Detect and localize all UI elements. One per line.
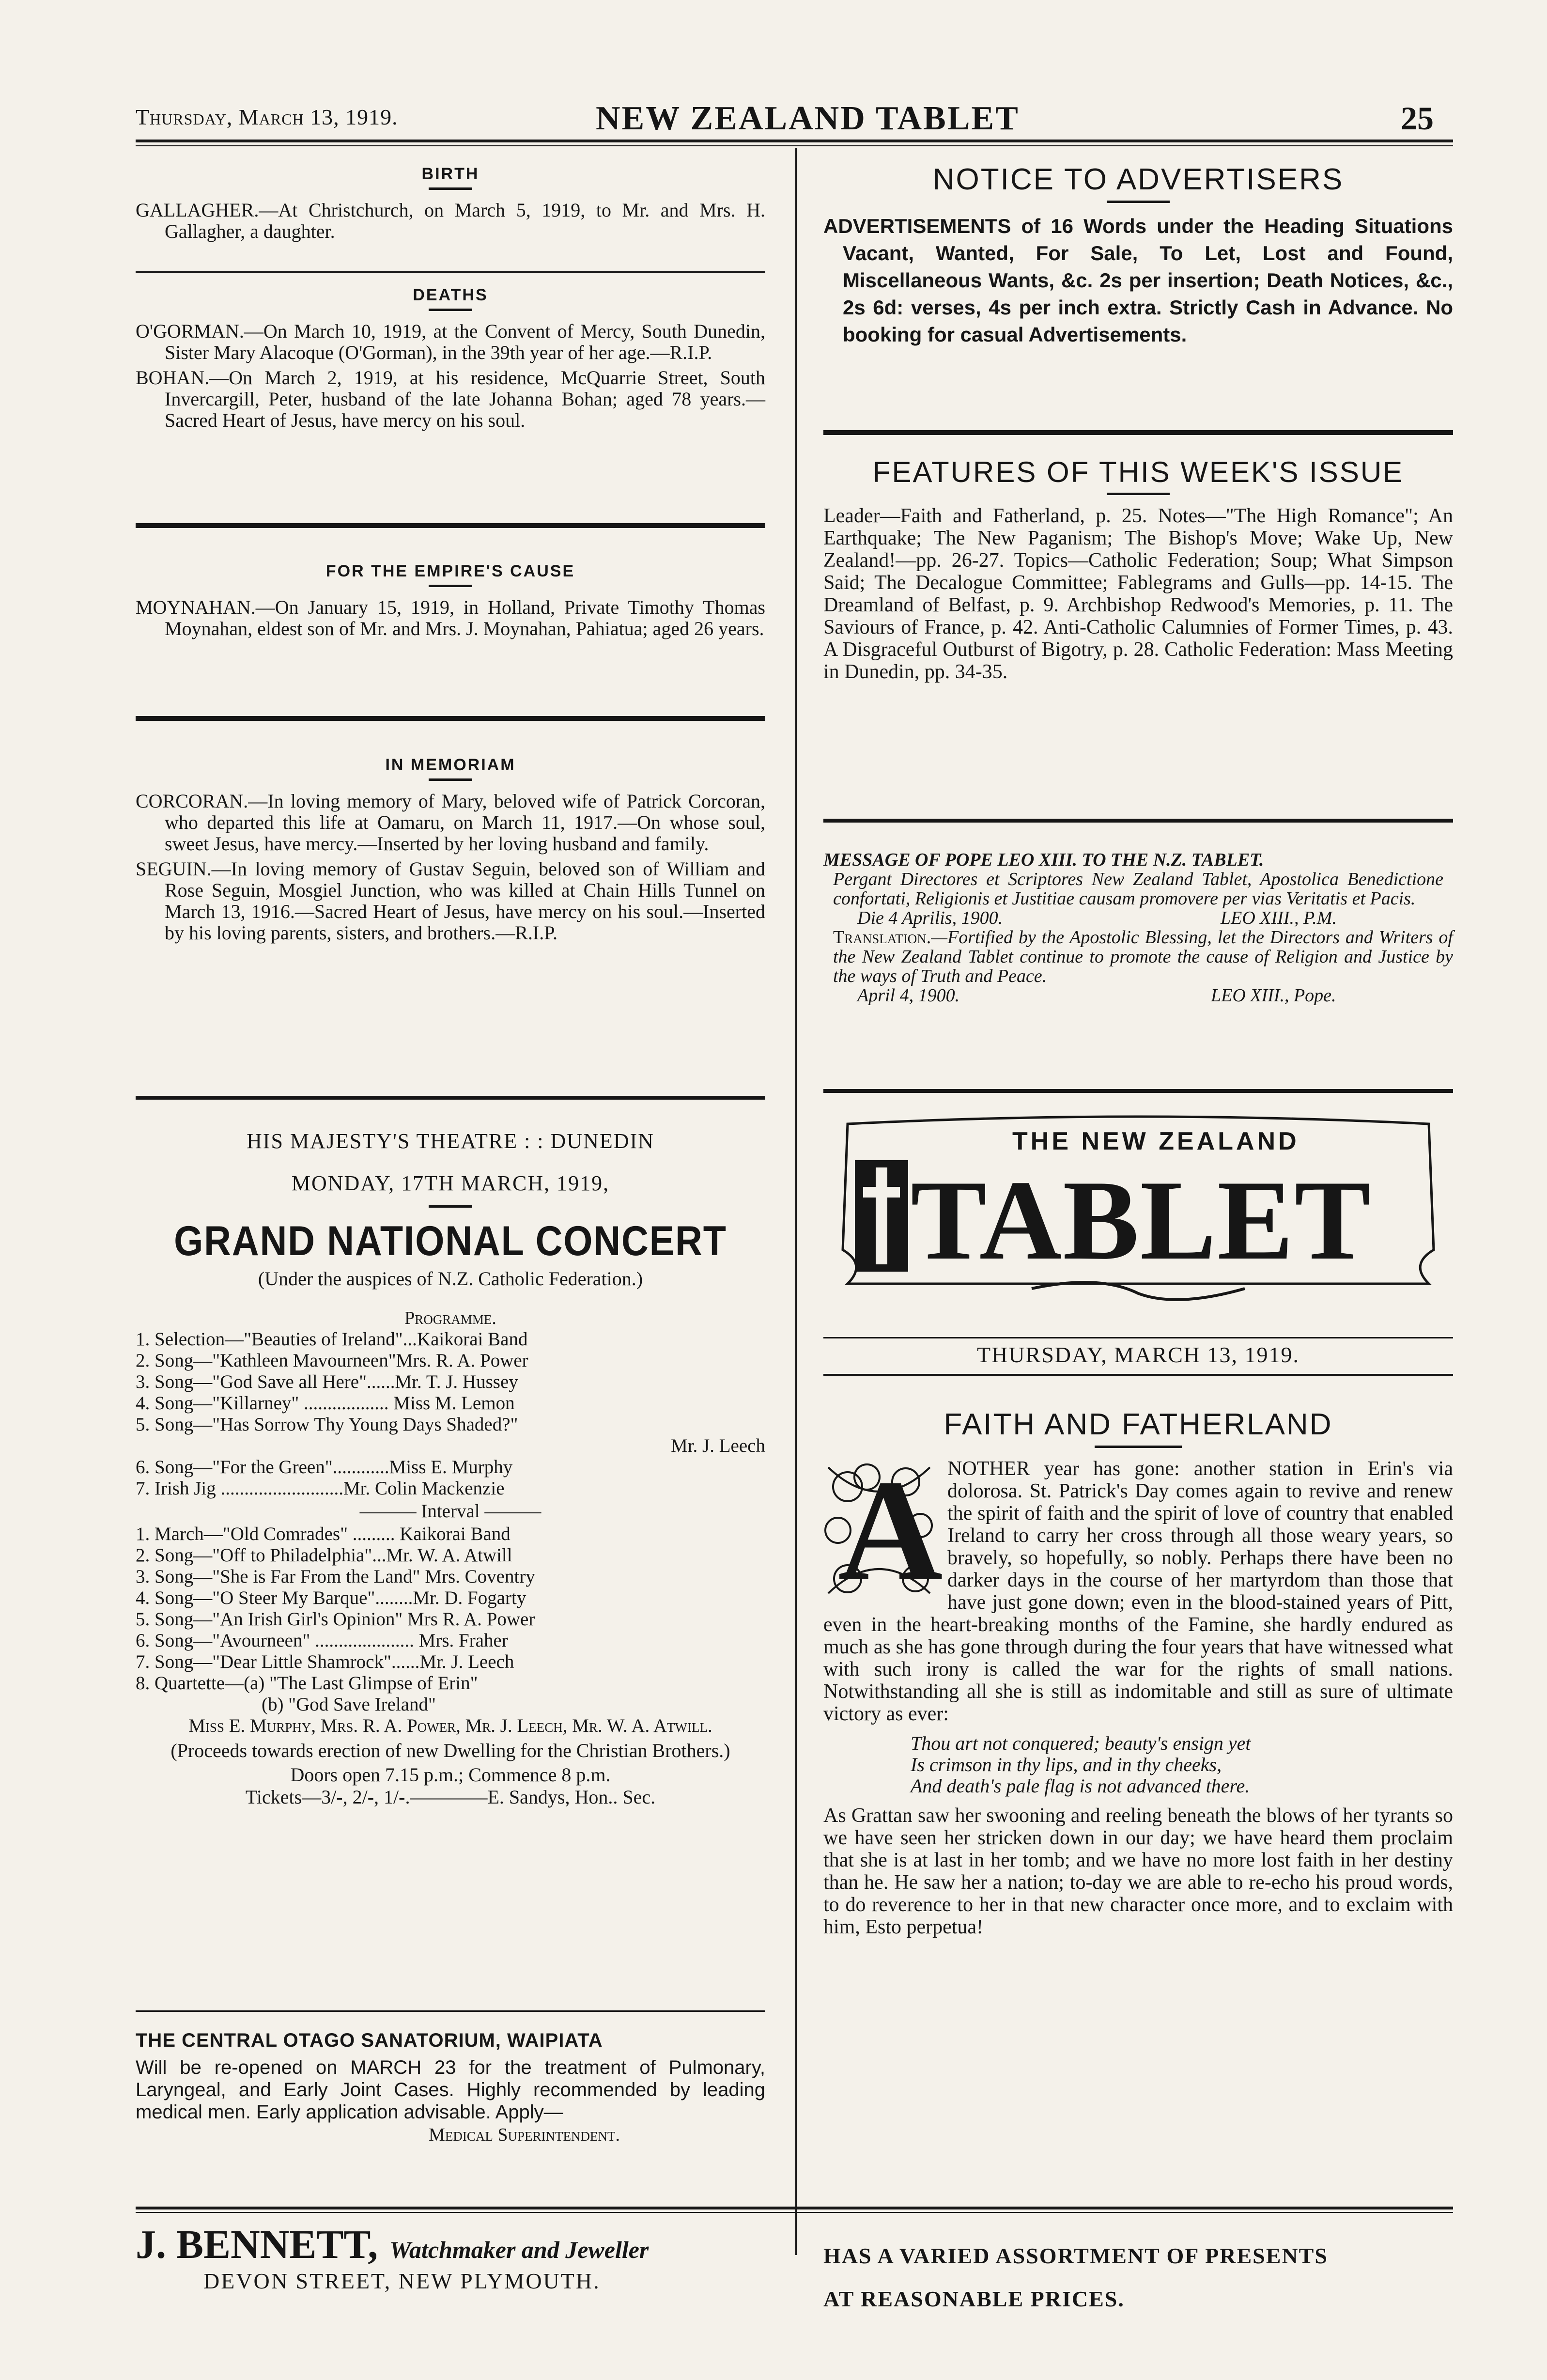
empire-notice: MOYNAHAN.—On January 15, 1919, in Holland, Private Timothy Thomas Moynahan, eldest son of Mr. and Mrs. J. Moynahan, Pahiatua; aged 26 years. xyxy=(136,596,765,639)
advert-name: J. BENNETT, xyxy=(136,2222,378,2267)
quartette-performers: Miss E. Murphy, Mrs. R. A. Power, Mr. J. Leech, Mr. W. A. Atwill. xyxy=(188,1715,712,1736)
header-rule xyxy=(136,140,1453,142)
programme-part-two xyxy=(136,1524,765,1715)
footer-rule xyxy=(136,2207,1453,2209)
section-rule xyxy=(823,1337,1453,1338)
section-rule xyxy=(136,1096,765,1100)
message-latin-date: Die 4 Aprilis, 1900. xyxy=(857,908,1003,928)
programme-item: 2. Song—"Off to Philadelphia"...Mr. W. A. Atwill xyxy=(136,1545,512,1566)
message-trans-date: April 4, 1900. xyxy=(857,985,960,1006)
sanatorium-sign: Medical Superintendent. xyxy=(429,2125,620,2145)
divider xyxy=(429,778,472,781)
notice-heading: NOTICE TO ADVERTISERS xyxy=(932,163,1344,196)
issue-date: Thursday, March 13, 1919. xyxy=(136,105,398,129)
concert-title: GRAND NATIONAL CONCERT xyxy=(174,1218,727,1264)
sanatorium-body: Will be re-opened on MARCH 23 for the treatment of Pulmonary, Laryngeal, and Early Joint Cases. Highly recommended by leading medical men. Early application advisable. Apply— xyxy=(136,2057,765,2123)
programme-item: 6. Song—"For the Green"............Miss E. Murphy xyxy=(136,1457,513,1478)
pope-message xyxy=(823,850,1453,1005)
message-translation: —Fortified by the Apostolic Blessing, let the Directors and Writers of the New Zealand Tablet continue to promote the cause of Religion and Justice by the ways of Truth and Peace. xyxy=(833,927,1453,986)
programme-label: Programme. xyxy=(404,1308,496,1328)
page-header xyxy=(136,99,1443,138)
programme-item: 5. Song—"An Irish Girl's Opinion" Mrs R. A. Power xyxy=(136,1609,535,1630)
memoriam-notice: SEGUIN.—In loving memory of Gustav Seguin, beloved son of William and Rose Seguin, Mosgiel Junction, who was killed at Chain Hills Tunnel on March 13, 1916.—Sacred Heart of Jesus, have mercy on his soul.—Inserted by his loving parents, sisters, and brothers.—R.I.P. xyxy=(136,858,765,944)
programme-item: Mr. J. Leech xyxy=(671,1435,765,1456)
leader-heading: FAITH AND FATHERLAND xyxy=(944,1408,1333,1441)
verse-line: Thou art not conquered; beauty's ensign yet xyxy=(911,1732,1251,1754)
programme-item: 6. Song—"Avourneen" ..................... Mrs. Fraher xyxy=(136,1630,508,1651)
programme-item: 4. Song—"Killarney" .................. Miss M. Lemon xyxy=(136,1393,515,1414)
birth-notice: GALLAGHER.—At Christchurch, on March 5, 1919, to Mr. and Mrs. H. Gallagher, a daughter. xyxy=(136,199,765,242)
message-heading: MESSAGE OF POPE LEO XIII. TO THE N.Z. TABLET. xyxy=(823,850,1264,870)
birth-heading: BIRTH xyxy=(421,165,480,183)
presents-line: HAS A VARIED ASSORTMENT OF PRESENTS xyxy=(823,2243,1328,2268)
message-latin: Pergant Directores et Scriptores New Zealand Tablet, Apostolica Benedictione confortati, Religionis et Justitiae causam promovere per vias Veritatis et Pacis. xyxy=(833,869,1443,909)
death-notice: BOHAN.—On March 2, 1919, at his residence, McQuarrie Street, South Invercargill, Peter, husband of the late Johanna Bohan; aged 78 years.—Sacred Heart of Jesus, have mercy on his soul. xyxy=(136,367,765,431)
death-notice: O'GORMAN.—On March 10, 1919, at the Convent of Mercy, South Dunedin, Sister Mary Alacoque (O'Gorman), in the 39th year of her age.—R.I.P. xyxy=(136,320,765,363)
cross-bar xyxy=(863,1187,900,1198)
section-rule xyxy=(136,523,765,528)
drop-cap-ornament xyxy=(819,1450,943,1611)
section-rule xyxy=(823,1089,1453,1093)
footer-rule-thin xyxy=(136,2212,1453,2213)
concert-date: MONDAY, 17TH MARCH, 1919, xyxy=(291,1171,610,1195)
section-rule xyxy=(823,430,1453,435)
divider xyxy=(429,585,472,587)
section-rule xyxy=(823,819,1453,823)
message-trans-sign: LEO XIII., Pope. xyxy=(1211,985,1336,1006)
programme-item: 1. Selection—"Beauties of Ireland"...Kaikorai Band xyxy=(136,1329,528,1350)
section-rule xyxy=(136,2010,765,2012)
page-number: 25 xyxy=(1401,100,1434,137)
interval-label: ——— Interval ——— xyxy=(359,1501,541,1522)
divider xyxy=(1107,201,1170,203)
section-rule xyxy=(136,271,765,273)
presents-line: AT REASONABLE PRICES. xyxy=(823,2287,1125,2311)
sanatorium-advert xyxy=(136,2030,765,2146)
memoriam-heading: IN MEMORIAM xyxy=(385,756,516,774)
concert-advert xyxy=(136,1129,765,1808)
issue-date-line: THURSDAY, MARCH 13, 1919. xyxy=(976,1342,1299,1367)
programme-item: 7. Song—"Dear Little Shamrock"......Mr. J. Leech xyxy=(136,1651,514,1672)
programme-item: 2. Song—"Kathleen Mavourneen"Mrs. R. A. Power xyxy=(136,1350,528,1371)
masthead-word: TABLET xyxy=(911,1157,1372,1284)
features-body: Leader—Faith and Fatherland, p. 25. Notes—"The High Romance"; An Earthquake; The New Paganism; The Bishop's Move; Wake Up, New Zealand!—pp. 26-27. Topics—Catholic Federation; Soup; What Simpson Said; The Decalogue Committee; Fablegrams and Gulls—pp. 14-15. The Dreamland of Belfast, p. 9. Archbishop Redwood's Memories, p. 11. The Saviours of France, p. 42. Anti-Catholic Calumnies of Former Times, p. 43. A Disgraceful Outburst of Bigotry, p. 28. Catholic Federation: Mass Meeting in Dunedin, pp. 34-35. xyxy=(823,505,1453,683)
tablet-masthead xyxy=(828,1114,1448,1318)
empire-section xyxy=(136,562,765,643)
programme-part-one xyxy=(136,1329,765,1499)
features-section xyxy=(823,455,1453,683)
programme-item: 5. Song—"Has Sorrow Thy Young Days Shaded?" xyxy=(136,1414,518,1435)
advert-trade: Watchmaker and Jeweller xyxy=(389,2236,649,2263)
empire-heading: FOR THE EMPIRE'S CAUSE xyxy=(325,562,575,580)
column-divider xyxy=(795,148,797,2255)
birth-section xyxy=(136,165,765,246)
advert-address: DEVON STREET, NEW PLYMOUTH. xyxy=(203,2269,601,2293)
concert-auspices: (Under the auspices of N.Z. Catholic Federation.) xyxy=(258,1268,643,1290)
newspaper-title: NEW ZEALAND TABLET xyxy=(596,100,1020,137)
concert-venue: HIS MAJESTY'S THEATRE : : DUNEDIN xyxy=(247,1129,654,1153)
sanatorium-heading: THE CENTRAL OTAGO SANATORIUM, WAIPIATA xyxy=(136,2030,603,2051)
memoriam-section xyxy=(136,756,765,948)
verse-line: And death's pale flag is not advanced there. xyxy=(911,1775,1250,1797)
cross-icon xyxy=(876,1167,887,1264)
concert-tickets: Tickets—3/-, 2/-, 1/-.————E. Sandys, Hon.. Sec. xyxy=(245,1786,656,1808)
leader-paragraph: NOTHER year has gone: another station in Erin's via dolorosa. St. Patrick's Day comes again to revive and renew the spirit of faith and the spirit of love of country that enabled Ireland to carry her cross through all those weary years, so bravely, so hopefully, so nobly. Perhaps there have been no darker days in the course of her martyrdom than those that have just gone down; even in the blood-stained years of Pitt, even in the heart-breaking months of the Famine, she hardly endured as much as she has gone through during the four years that have witnessed what with such irony is called the war for the rights of small nations. Notwithstanding all she is still as indomitable and still as sure of ultimate victory as ever: xyxy=(823,1458,1453,1725)
programme-item: 3. Song—"God Save all Here"......Mr. T. J. Hussey xyxy=(136,1371,518,1392)
section-rule xyxy=(823,1374,1453,1376)
drop-cap: A xyxy=(838,1450,943,1611)
translation-label: Translation. xyxy=(833,927,931,948)
message-latin-sign: LEO XIII., P.M. xyxy=(1221,908,1337,928)
leader-article xyxy=(823,1407,1453,1938)
memoriam-notice: CORCORAN.—In loving memory of Mary, beloved wife of Patrick Corcoran, who departed this life at Oamaru, on March 11, 1917.—On whose soul, sweet Jesus, have mercy.—Inserted by her loving husband and family. xyxy=(136,790,765,855)
features-heading: FEATURES OF THIS WEEK'S ISSUE xyxy=(872,456,1404,488)
bennett-advert xyxy=(136,2221,794,2294)
divider xyxy=(429,1205,472,1208)
programme-item: (b) "God Save Ireland" xyxy=(262,1694,436,1715)
concert-proceeds: (Proceeds towards erection of new Dwelling for the Christian Brothers.) xyxy=(170,1740,730,1761)
interval-text: Interval xyxy=(421,1501,480,1522)
deaths-heading: DEATHS xyxy=(413,286,488,304)
divider xyxy=(429,309,472,311)
masthead-top: THE NEW ZEALAND xyxy=(1012,1127,1299,1155)
deaths-section xyxy=(136,286,765,435)
notice-body: ADVERTISEMENTS of 16 Words under the Heading Situations Vacant, Wanted, For Sale, To Let, Lost and Found, Miscellaneous Wants, &c. 2s per insertion; Death Notices, &c., 2s 6d: verses, 4s per inch extra. Strictly Cash in Advance. No booking for casual Advertisements. xyxy=(823,215,1453,346)
programme-item: 8. Quartette—(a) "The Last Glimpse of Erin" xyxy=(136,1673,478,1694)
leader-paragraph: As Grattan saw her swooning and reeling beneath the blows of her tyrants so we have seen her stricken down in our day; we have heard them proclaim that she is at last in her tomb; and we have no more lost faith in her destiny than he. He saw her a nation; to-day we are able to re-echo his proud words, to do reverence to her in that new character once more, and to exclaim with him, Esto perpetua! xyxy=(823,1804,1453,1938)
verse-line: Is crimson in thy lips, and in thy cheeks, xyxy=(911,1754,1222,1775)
programme-item: 1. March—"Old Comrades" ......... Kaikorai Band xyxy=(136,1524,511,1544)
header-rule-thin xyxy=(136,145,1453,146)
leader-verse xyxy=(823,1733,1453,1797)
divider xyxy=(429,187,472,190)
presents-advert xyxy=(823,2243,1453,2312)
section-rule xyxy=(136,716,765,721)
programme-item: 7. Irish Jig ..........................Mr. Colin Mackenzie xyxy=(136,1478,505,1499)
divider xyxy=(1107,493,1170,495)
notice-to-advertisers xyxy=(823,162,1453,348)
programme-item: 3. Song—"She is Far From the Land" Mrs. Coventry xyxy=(136,1566,535,1587)
concert-doors: Doors open 7.15 p.m.; Commence 8 p.m. xyxy=(290,1764,611,1786)
programme-item: 4. Song—"O Steer My Barque"........Mr. D. Fogarty xyxy=(136,1587,526,1608)
divider xyxy=(1095,1446,1182,1448)
